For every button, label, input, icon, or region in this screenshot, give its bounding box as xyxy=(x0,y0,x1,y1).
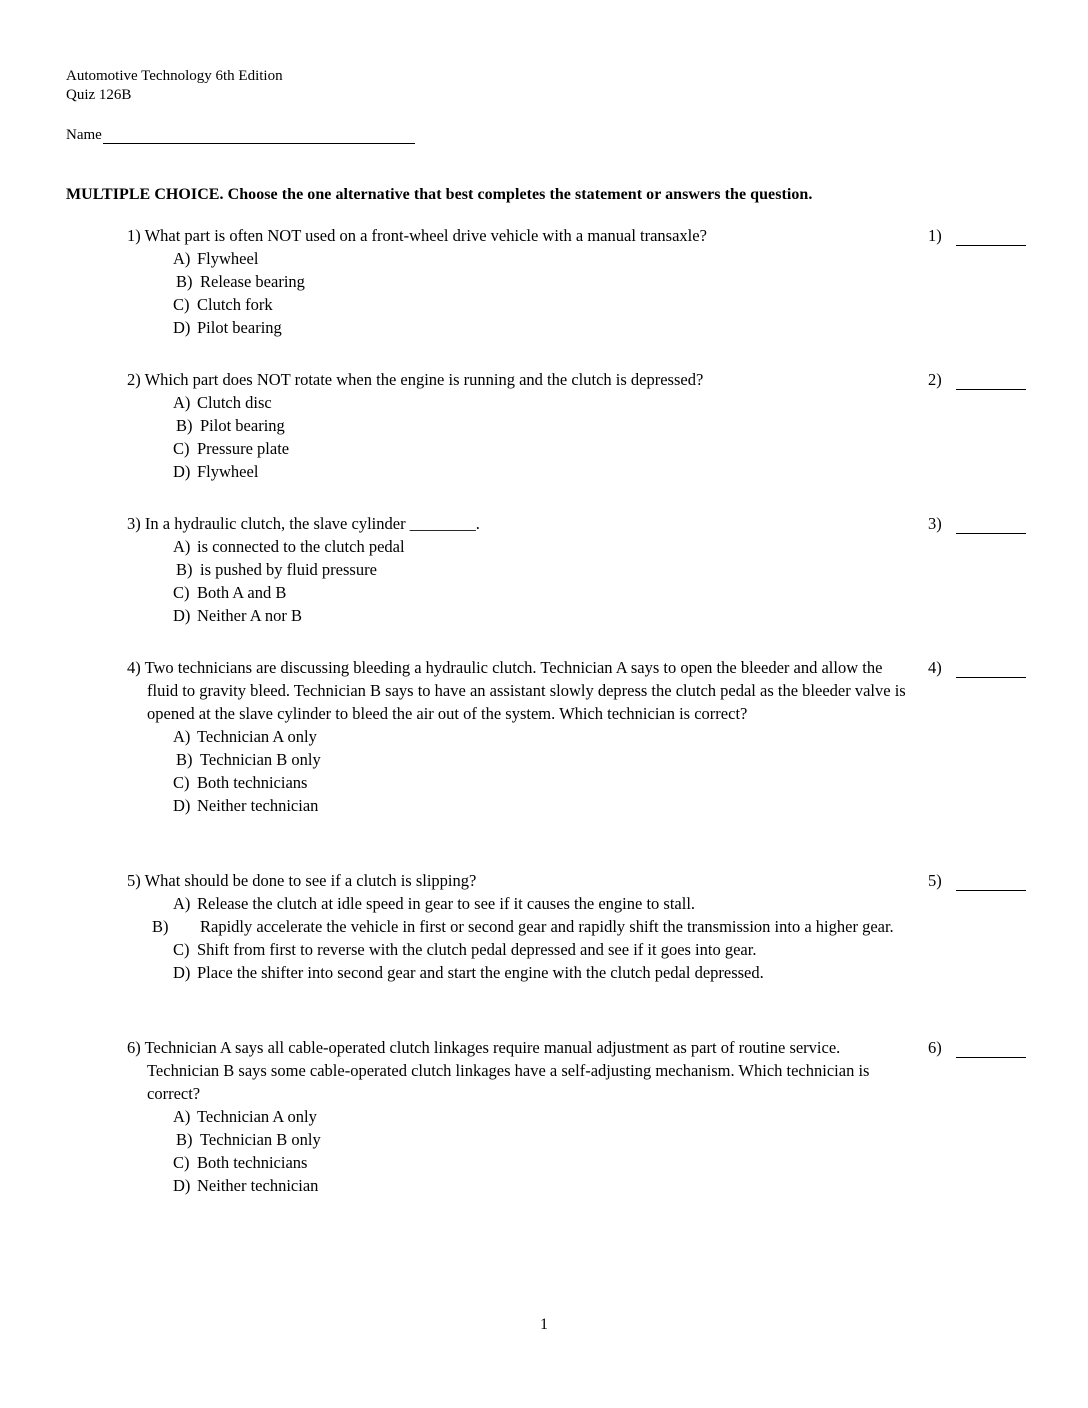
instructions: MULTIPLE CHOICE. Choose the one alternative that best completes the statement or answers the question. xyxy=(66,186,813,203)
option-d: D) Neither technician xyxy=(173,1176,319,1195)
question-number: 1) xyxy=(127,226,141,245)
option-b: B) Rapidly accelerate the vehicle in first or second gear and rapidly shift the transmission into a higher gear. xyxy=(152,917,894,936)
answer-line[interactable] xyxy=(956,375,1026,390)
question-stem: Technician A says all cable-operated clutch linkages require manual adjustment as part of routine service. Technician B says some cable-operated clutch linkages have a self-adjusting mechanism. Which technician is correct? xyxy=(144,1038,870,1103)
answer-line[interactable] xyxy=(956,519,1026,534)
answer-line[interactable] xyxy=(956,231,1026,246)
question-2 xyxy=(127,368,907,483)
name-field xyxy=(66,125,415,144)
option-c: C) Both A and B xyxy=(173,583,287,602)
question-stem: Which part does NOT rotate when the engine is running and the clutch is depressed? xyxy=(144,370,704,389)
option-c: C) Both technicians xyxy=(173,773,308,792)
page-number: 1 xyxy=(540,1316,548,1333)
question-number: 3) xyxy=(127,514,141,533)
answer-line[interactable] xyxy=(956,876,1026,891)
option-b: B) Pilot bearing xyxy=(176,416,285,435)
quiz-label: Quiz 126B xyxy=(66,87,132,103)
option-d: D) Place the shifter into second gear and start the engine with the clutch pedal depressed. xyxy=(173,963,764,982)
option-b: B) is pushed by fluid pressure xyxy=(176,560,377,579)
answer-line[interactable] xyxy=(956,1043,1026,1058)
question-1 xyxy=(127,224,907,339)
option-c: C) Clutch fork xyxy=(173,295,273,314)
option-b: B) Technician B only xyxy=(176,1130,321,1149)
document-title: Automotive Technology 6th Edition xyxy=(66,68,283,84)
option-a: A) Flywheel xyxy=(173,249,259,268)
question-stem: What part is often NOT used on a front-wheel drive vehicle with a manual transaxle? xyxy=(144,226,707,245)
question-number: 4) xyxy=(127,658,141,677)
name-label: Name xyxy=(66,127,102,143)
answer-blank-2[interactable]: 2) xyxy=(928,370,1026,390)
option-d: D) Pilot bearing xyxy=(173,318,282,337)
question-number: 6) xyxy=(127,1038,141,1057)
question-5 xyxy=(127,869,907,984)
answer-blank-4[interactable]: 4) xyxy=(928,658,1026,678)
option-a: A) Technician A only xyxy=(173,1107,317,1126)
option-c: C) Both technicians xyxy=(173,1153,308,1172)
option-a: A) Release the clutch at idle speed in gear to see if it causes the engine to stall. xyxy=(173,894,696,913)
option-a: A) Technician A only xyxy=(173,727,317,746)
option-c: C) Shift from first to reverse with the clutch pedal depressed and see if it goes into gear. xyxy=(173,940,757,959)
option-d: D) Neither A nor B xyxy=(173,606,302,625)
option-d: D) Neither technician xyxy=(173,796,319,815)
answer-blank-6[interactable]: 6) xyxy=(928,1038,1026,1058)
question-stem: Two technicians are discussing bleeding a hydraulic clutch. Technician A says to open the bleeder and allow the fluid to gravity bleed. Technician B says to have an assistant slowly depress the clutch pedal as the bleeder valve is opened at the slave cylinder to bleed the air out of the system. Which technician is correct? xyxy=(144,658,906,723)
question-stem: What should be done to see if a clutch is slipping? xyxy=(144,871,477,890)
option-b: B) Technician B only xyxy=(176,750,321,769)
name-blank-line[interactable] xyxy=(103,125,415,144)
answer-blank-5[interactable]: 5) xyxy=(928,871,1026,891)
answer-blank-1[interactable]: 1) xyxy=(928,226,1026,246)
question-stem: In a hydraulic clutch, the slave cylinder ________. xyxy=(144,514,480,533)
question-6 xyxy=(127,1036,907,1197)
answer-line[interactable] xyxy=(956,663,1026,678)
question-number: 5) xyxy=(127,871,141,890)
option-c: C) Pressure plate xyxy=(173,439,290,458)
answer-blank-3[interactable]: 3) xyxy=(928,514,1026,534)
question-number: 2) xyxy=(127,370,141,389)
option-a: A) Clutch disc xyxy=(173,393,272,412)
option-a: A) is connected to the clutch pedal xyxy=(173,537,405,556)
question-3 xyxy=(127,512,907,627)
question-4 xyxy=(127,656,907,817)
option-b: B) Release bearing xyxy=(176,272,305,291)
option-d: D) Flywheel xyxy=(173,462,259,481)
